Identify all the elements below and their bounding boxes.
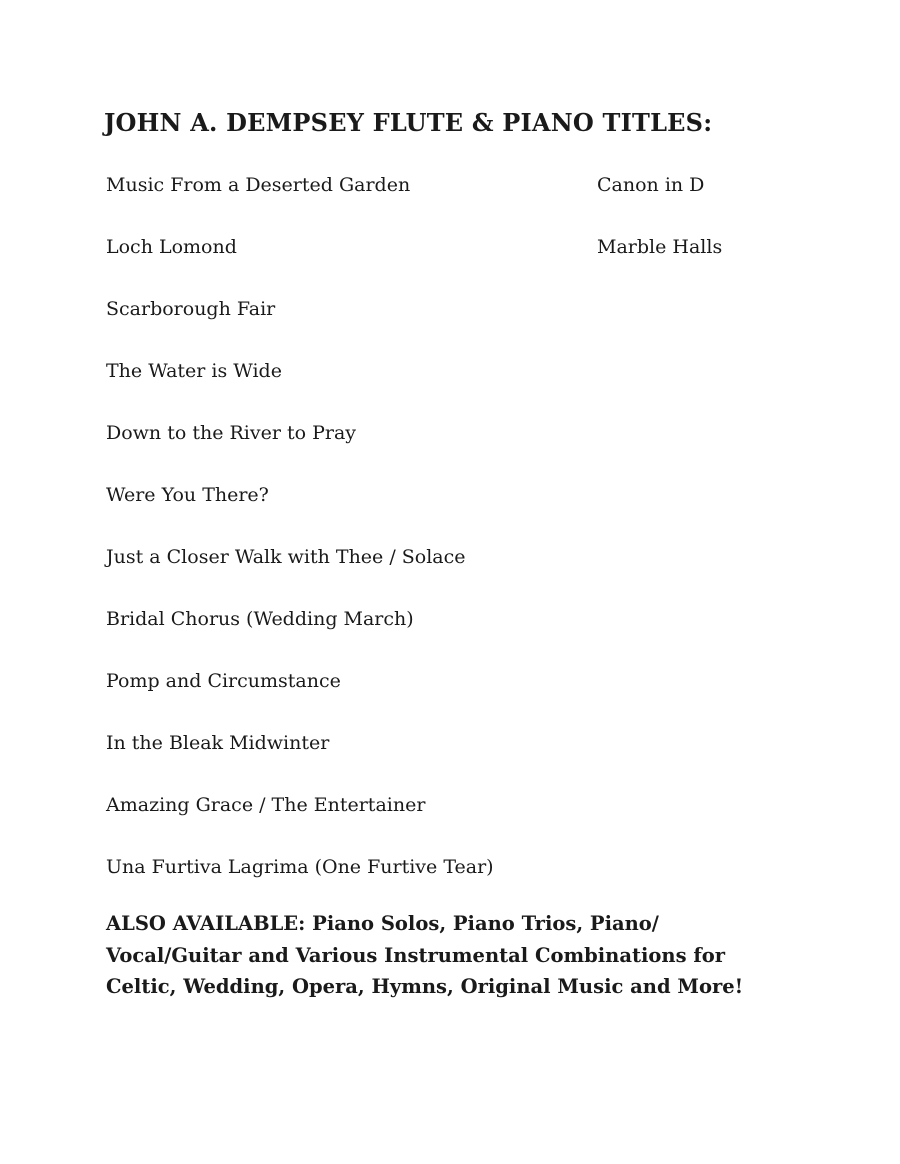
title-item: Were You There? <box>106 484 269 506</box>
titles-list-right <box>597 170 722 294</box>
title-item: In the Bleak Midwinter <box>106 732 330 754</box>
titles-list-left <box>106 170 494 914</box>
also-available-note <box>106 908 806 1003</box>
title-item: Down to the River to Pray <box>106 422 357 444</box>
title-item: Marble Halls <box>597 236 723 258</box>
title-item: Canon in D <box>597 174 705 196</box>
also-available-line: ALSO AVAILABLE: Piano Solos, Piano Trios, Piano/ <box>106 912 659 935</box>
title-item: Amazing Grace / The Entertainer <box>106 794 426 816</box>
title-item: Bridal Chorus (Wedding March) <box>106 608 414 630</box>
title-item: Music From a Deserted Garden <box>106 174 411 196</box>
page-title: JOHN A. DEMPSEY FLUTE & PIANO TITLES: <box>104 108 713 137</box>
also-available-line: Vocal/Guitar and Various Instrumental Combinations for <box>106 943 726 967</box>
title-item: Pomp and Circumstance <box>106 670 341 692</box>
title-item: Una Furtiva Lagrima (One Furtive Tear) <box>106 856 494 878</box>
title-item: Scarborough Fair <box>106 298 276 320</box>
title-item: The Water is Wide <box>106 360 282 382</box>
title-item: Just a Closer Walk with Thee / Solace <box>106 546 466 568</box>
also-available-line: Celtic, Wedding, Opera, Hymns, Original Music and More! <box>106 975 744 998</box>
title-item: Loch Lomond <box>106 236 237 258</box>
